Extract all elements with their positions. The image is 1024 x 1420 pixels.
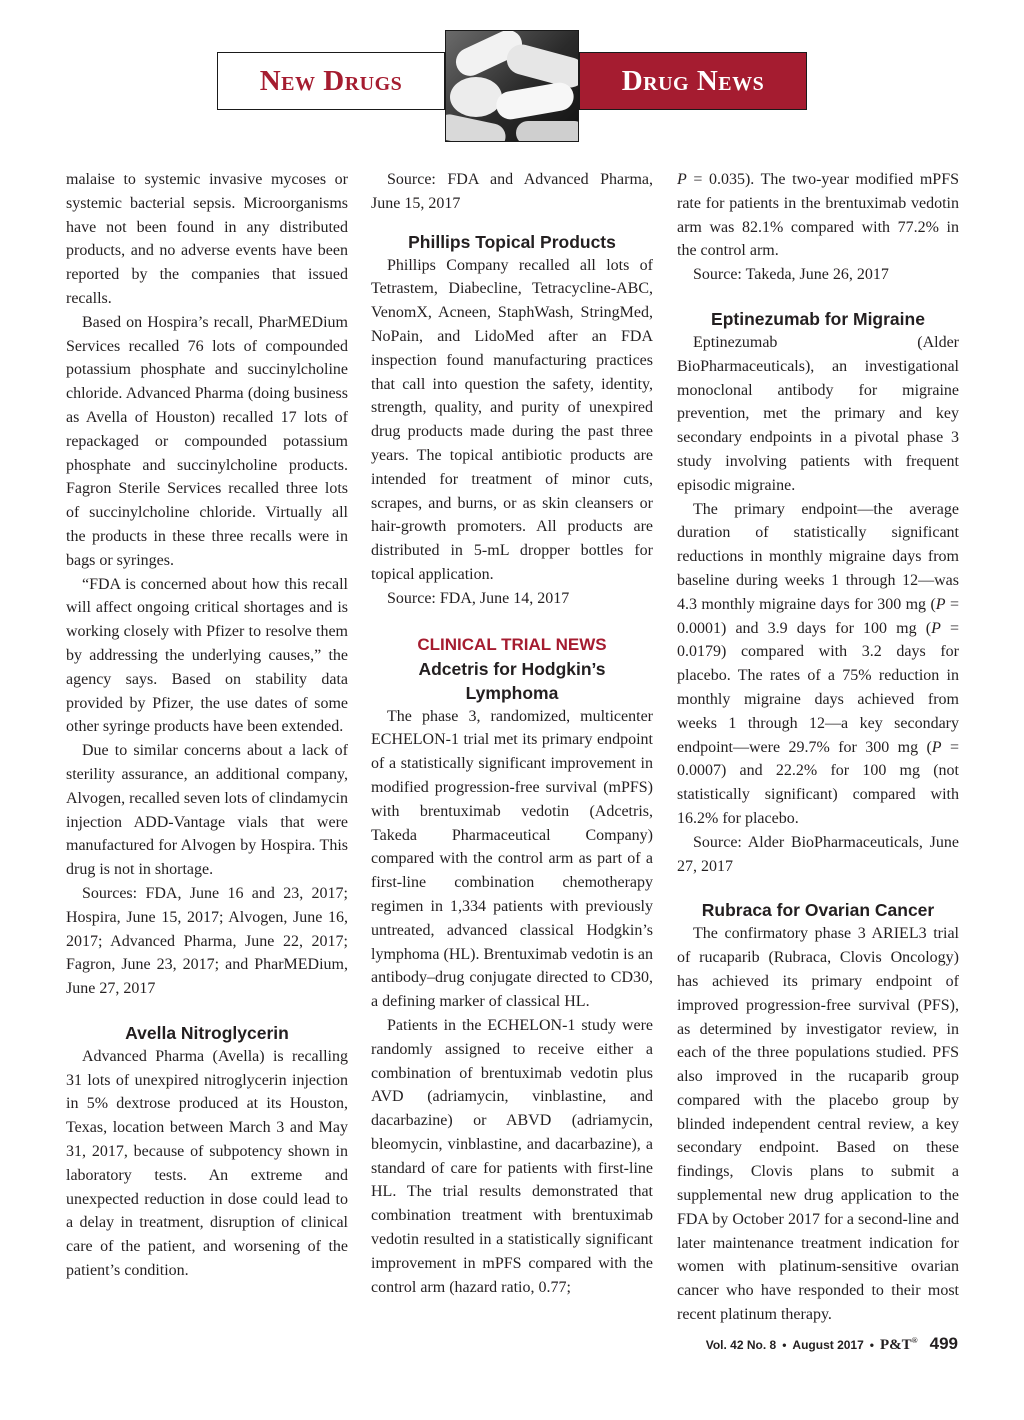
p-value-label: P — [931, 619, 941, 637]
column-2 — [371, 168, 653, 1299]
article-heading-phillips: Phillips Topical Products — [408, 231, 616, 252]
drug-news-label-box — [579, 52, 807, 110]
article-heading-adcetris: Adcetris for Hodgkin’s Lymphoma — [418, 658, 606, 703]
text-run: = 0.0179) compared with 3.2 days for placebo. The rates of a 75% reduction in monthly migraine days achieved from weeks 1 through 12—a key secondary endpoint—were 29.7% for 300 mg ( — [677, 619, 959, 756]
paragraph: Eptinezumab (Alder BioPharmaceuticals), an investigational monoclonal antibody for migraine prevention, met the primary and key secondary endpoints in a pivotal phase 3 study involving patients with frequent episodic migraine. — [677, 333, 959, 494]
page-footer — [706, 1334, 958, 1354]
source-note: Source: FDA, June 14, 2017 — [387, 589, 570, 607]
footer-separator: • — [869, 1338, 874, 1352]
text-run: = 0.0007) and 22.2% for 100 mg (not statistically significant) compared with 16.2% for placebo. — [677, 738, 959, 827]
footer-volume: Vol. 42 No. 8 — [705, 1338, 777, 1352]
source-note: Source: FDA and Advanced Pharma, June 15, 2017 — [371, 171, 653, 212]
source-note: Source: Alder BioPharmaceuticals, June 27, 2017 — [677, 833, 959, 875]
new-drugs-label: New Drugs — [259, 64, 403, 97]
article-heading-rubraca: Rubraca for Ovarian Cancer — [701, 900, 935, 921]
journal-title: P&T — [879, 1337, 912, 1353]
paragraph — [677, 168, 959, 263]
article-heading-eptinezumab: Eptinezumab for Migraine — [711, 308, 925, 329]
journal-name — [880, 1336, 918, 1354]
page-number: 499 — [929, 1334, 958, 1353]
p-value-label: P — [677, 171, 687, 188]
drug-news-label: Drug News — [621, 64, 765, 97]
text-run: = 0.0001) and 3.9 days for 100 mg ( — [677, 595, 959, 637]
paragraph: Based on Hospira’s recall, PharMEDium Services recalled 76 lots of compounded potassium phosphate and succinylcholine chloride. Advanced Pharma (doing business as Avella of Houston) recalled 17 lots of repackaged or compounded potassium phosphate and succinylcholine products. Fagron Sterile Services recalled three lots of succinylcholine chloride. Virtually all the products in these three recalls were in bags or syringes. — [66, 313, 348, 569]
column-1 — [66, 168, 348, 1283]
p-value-label: P — [935, 595, 946, 613]
pills-photo — [445, 30, 579, 142]
paragraph — [677, 498, 959, 831]
text-run: = 0.035). The two-year modified mPFS rate for patients in the brentuximab vedotin arm was 82.1% compared with 77.2% in the control arm. — [677, 171, 959, 260]
new-drugs-label-box — [217, 52, 445, 110]
paragraph: Advanced Pharma (Avella) is recalling 31 lots of unexpired nitroglycerin injection in 5% dextrose produced at its Houston, Texas, location between March 3 and May 31, 2017, because of subpotency shown in laboratory tests. An extreme and unexpected reduction in dose could lead to a delay in treatment, disruption of clinical care of the patient, and worsening of the patient’s condition. — [66, 1047, 348, 1280]
paragraph: The phase 3, randomized, multicenter ECHELON-1 trial met its primary endpoint of a statistically significant improvement in modified progression-free survival (mPFS) with brentuximab vedotin (Adcetris, Takeda Pharmaceutical Company) compared with the control arm as part of a first-line combination chemotherapy regimen in 1,334 patients with previously untreated, advanced classical Hodgkin’s lymphoma (HL). Brentuximab vedotin is an antibody–drug conjugate directed to CD30, a defining marker of classical HL. — [371, 707, 653, 1011]
registered-mark: ® — [911, 1336, 918, 1345]
article-heading-avella: Avella Nitroglycerin — [125, 1022, 289, 1043]
sources-note: Sources: FDA, June 16 and 23, 2017; Hospira, June 15, 2017; Alvogen, June 16, 2017; Advanced Pharma, June 22, 2017; Fagron, June 23, 2017; and PharMEDium, June 27, 2017 — [66, 884, 348, 998]
footer-date: August 2017 — [792, 1338, 864, 1352]
paragraph: Phillips Company recalled all lots of Tetrastem, Diabecline, Tetracycline-ABC, VenomX, Acneen, StaphWash, StringMed, NoPain, and LidoMed after an FDA inspection found manufacturing practices that call into question the safety, identity, strength, quality, and purity of unexpired drug products made during the past three years. The topical antibiotic products are intended for treatment of minor cuts, scrapes, and burns, or as skin cleansers or hair-growth promoters. All products are distributed in 5-mL dropper bottles for topical application. — [371, 256, 653, 583]
paragraph: Patients in the ECHELON-1 study were randomly assigned to receive either a combination of brentuximab vedotin plus AVD (adriamycin, vinblastine, and dacarbazine) or ABVD (adriamycin, bleomycin, vinblastine, and dacarbazine), a standard of care for patients with first-line HL. The trial results demonstrated that combination treatment with brentuximab vedotin resulted in a statistically significant improvement in mPFS compared with the control arm (hazard ratio, 0.77; — [371, 1016, 653, 1296]
paragraph: The confirmatory phase 3 ARIEL3 trial of rucaparib (Rubraca, Clovis Oncology) has achieved its primary endpoint of improved progression-free survival (PFS), as determined by investigator review, in each of the three populations studied. PFS also improved in the rucaparib group compared with the placebo group by blinded independent central review, a key secondary endpoint. Based on these findings, Clovis plans to submit a supplemental new drug application to the FDA by October 2017 for a second-line and later maintenance treatment indication for women with platinum-sensitive ovarian cancer who have responded to their most recent platinum therapy. — [677, 925, 959, 1324]
text-run: The primary endpoint—the average duration of statistically significant reductions in monthly migraine days from baseline during weeks 1 through 12—was 4.3 monthly migraine days for 300 mg ( — [677, 500, 959, 613]
footer-separator: • — [782, 1338, 787, 1352]
source-note: Source: Takeda, June 26, 2017 — [693, 266, 889, 284]
p-value-label: P — [931, 738, 942, 756]
clinical-trial-news-kicker: CLINICAL TRIAL NEWS — [417, 634, 607, 654]
paragraph: malaise to systemic invasive mycoses or systemic bacterial sepsis. Microorganisms have not been found in any distributed products, and no adverse events have been reported by the companies that issued recalls. — [66, 171, 348, 307]
column-3 — [677, 168, 959, 1327]
paragraph: “FDA is concerned about how this recall will affect ongoing critical shortages and is working closely with Pfizer to resolve them by addressing the underlying causes,” the agency says. Based on stability data provided by Pfizer, the use dates of some other syringe products have been extended. — [66, 575, 348, 736]
paragraph: Due to similar concerns about a lack of sterility assurance, an additional company, Alvogen, recalled seven lots of clindamycin injection ADD-Vantage vials that were manufactured for Alvogen by Hospira. This drug is not in shortage. — [66, 742, 348, 879]
section-banner — [217, 30, 807, 142]
